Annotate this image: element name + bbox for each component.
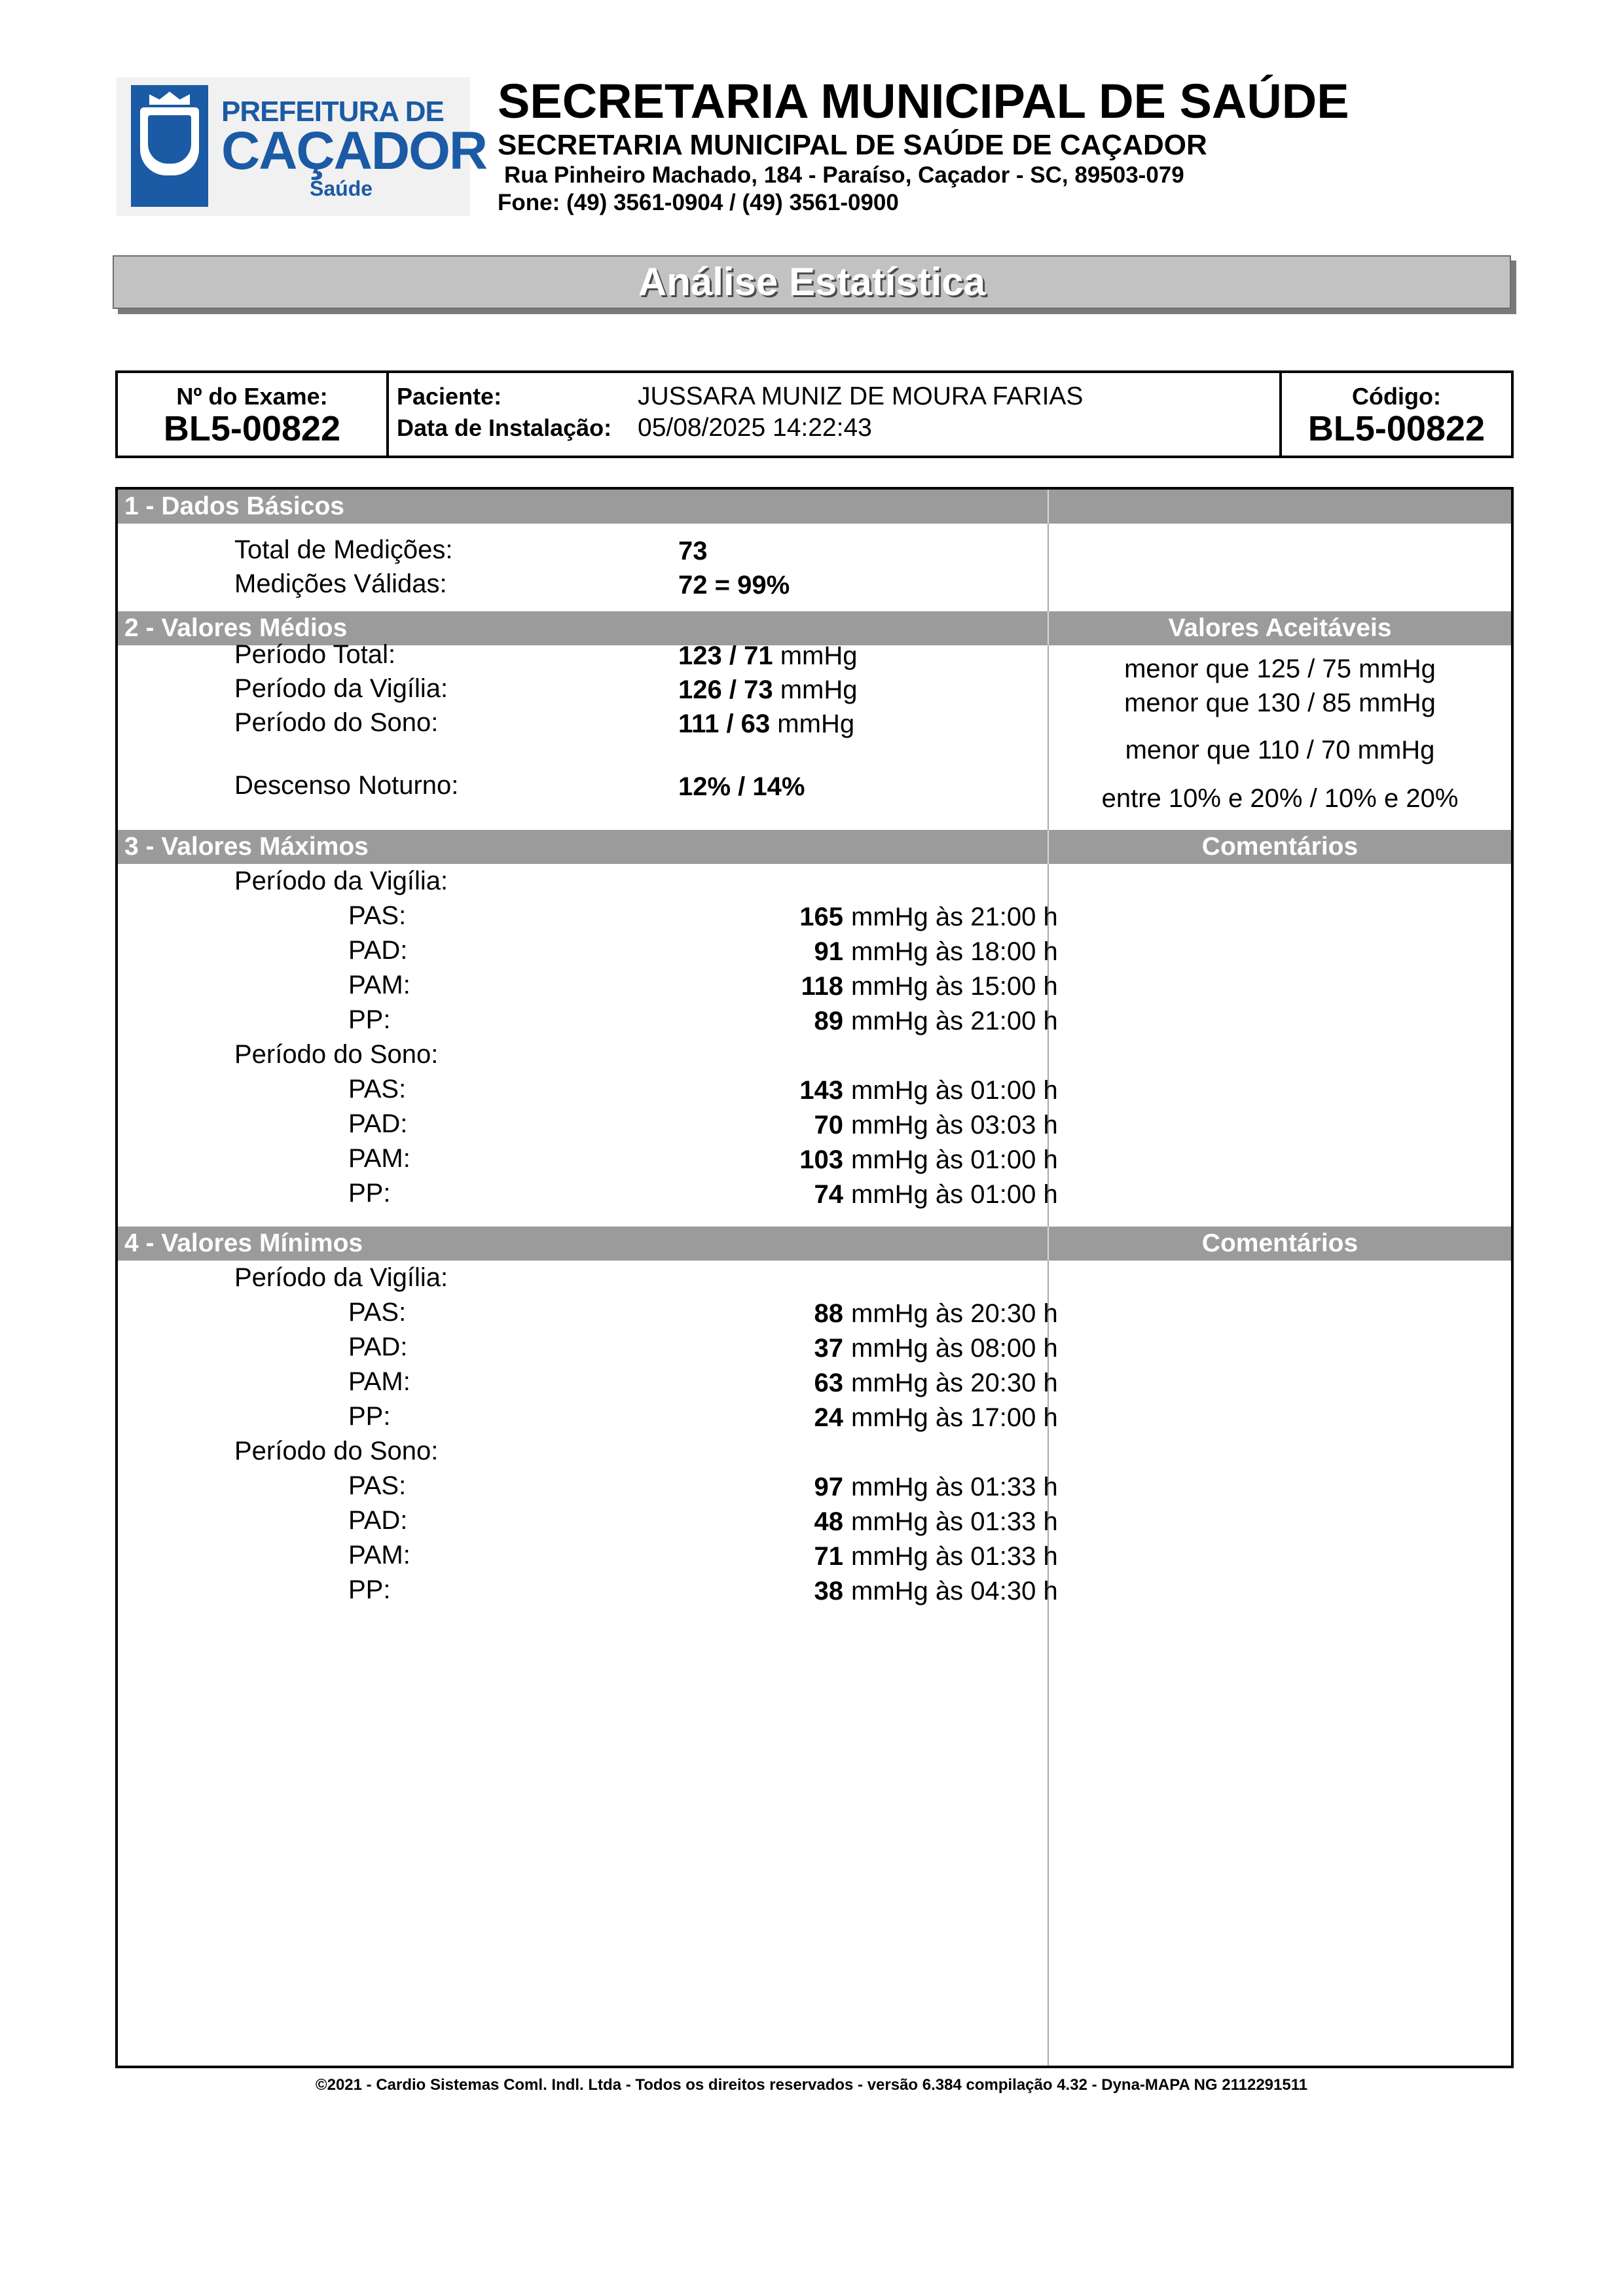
measure-label: PP: <box>348 1179 391 1208</box>
prefeitura-logo <box>117 77 487 216</box>
unit-label: mmHg <box>780 641 858 670</box>
measure-time: mmHg às 01:00 h <box>851 1076 1058 1105</box>
measure-time: mmHg às 20:30 h <box>851 1369 1058 1397</box>
banner-title: Análise Estatística <box>638 260 986 304</box>
measure-value: 70 <box>814 1111 843 1139</box>
install-date-value: 05/08/2025 14:22:43 <box>638 414 872 442</box>
measure-label: PAS: <box>348 901 407 930</box>
measure-value: 91 <box>814 937 843 966</box>
section-basic-data-header <box>118 490 1511 524</box>
systolic-value: 111 <box>678 709 720 738</box>
diastolic-value: 63 <box>740 709 771 738</box>
measure-label: PAS: <box>348 1298 407 1327</box>
measure-time: mmHg às 03:03 h <box>851 1111 1058 1139</box>
measure-time: mmHg às 01:00 h <box>851 1145 1058 1174</box>
footer-copyright: ©2021 - Cardio Sistemas Coml. Indl. Ltda - Todos os direitos reservados - versão 6.384 compilação 4.32 - Dyna-MAPA NG 2112291511 <box>315 2076 1308 2094</box>
header-phone: Fone: (49) 3561-0904 / (49) 3561-0900 <box>498 190 899 215</box>
section-min-values-header <box>118 1227 1511 1261</box>
measure-time: mmHg às 21:00 h <box>851 903 1058 931</box>
header-subtitle: SECRETARIA MUNICIPAL DE SAÚDE DE CAÇADOR <box>498 129 1207 161</box>
acceptable-values-title: Valores Aceitáveis <box>1168 614 1392 642</box>
measure-value: 37 <box>814 1334 843 1363</box>
measure-value: 24 <box>814 1403 843 1432</box>
average-row-label: Período Total: <box>234 640 396 669</box>
measure-time: mmHg às 08:00 h <box>851 1334 1058 1363</box>
measure-value: 97 <box>814 1473 843 1501</box>
measure-value: 88 <box>814 1299 843 1328</box>
measure-label: PP: <box>348 1402 391 1431</box>
measure-value: 63 <box>814 1369 843 1397</box>
measure-value: 118 <box>801 972 843 1001</box>
statistics-table <box>115 487 1514 2068</box>
measure-label: PAS: <box>348 1075 407 1103</box>
measure-time: mmHg às 21:00 h <box>851 1007 1058 1035</box>
average-row-label: Período do Sono: <box>234 708 439 737</box>
measure-time: mmHg às 18:00 h <box>851 937 1058 966</box>
measure-label: PAD: <box>348 1109 408 1138</box>
measure-value: 74 <box>814 1180 843 1209</box>
measure-value: 143 <box>799 1076 843 1105</box>
diastolic-value: 71 <box>744 641 773 670</box>
code-label: Código: <box>1352 383 1441 410</box>
comments-title: Comentários <box>1201 833 1359 861</box>
logo-line2: CAÇADOR <box>221 121 487 181</box>
nocturnal-dip-value: 12% / 14% <box>678 772 805 801</box>
code-value: BL5-00822 <box>1307 409 1486 448</box>
measure-time: mmHg às 01:00 h <box>851 1180 1058 1209</box>
acceptable-value: menor que 125 / 75 mmHg <box>1124 655 1436 683</box>
section-title: 3 - Valores Máximos <box>124 833 369 861</box>
measure-label: PP: <box>348 1575 391 1604</box>
measure-value: 165 <box>799 903 843 931</box>
valid-measurements-label: Medições Válidas: <box>234 569 447 598</box>
measure-value: 89 <box>814 1007 843 1035</box>
section-title: 2 - Valores Médios <box>124 614 348 642</box>
header-address: Rua Pinheiro Machado, 184 - Paraíso, Caçador - SC, 89503-079 <box>504 162 1184 188</box>
section-title: 1 - Dados Básicos <box>124 492 344 520</box>
systolic-value: 123 <box>678 641 722 670</box>
exam-info-box <box>115 370 1514 458</box>
measure-label: PAM: <box>348 971 410 999</box>
period-label: Período do Sono: <box>234 1437 439 1465</box>
nocturnal-dip-acceptable: entre 10% e 20% / 10% e 20% <box>1101 784 1459 813</box>
exam-number-value: BL5-00822 <box>163 409 341 448</box>
measure-time: mmHg às 01:33 h <box>851 1473 1058 1501</box>
period-label: Período da Vigília: <box>234 1263 448 1292</box>
coat-of-arms-icon <box>131 85 208 207</box>
measure-label: PAM: <box>348 1144 410 1173</box>
acceptable-value: menor que 130 / 85 mmHg <box>1124 689 1436 717</box>
measure-time: mmHg às 01:33 h <box>851 1542 1058 1571</box>
measure-label: PAD: <box>348 1506 408 1535</box>
measure-label: PAD: <box>348 1333 408 1361</box>
average-row-label: Período da Vigília: <box>234 674 448 703</box>
section-max-values-header <box>118 830 1511 864</box>
exam-number-label: Nº do Exame: <box>176 383 328 410</box>
measure-label: PAM: <box>348 1541 410 1570</box>
valid-measurements-value: 72 = 99% <box>678 571 790 600</box>
period-label: Período da Vigília: <box>234 867 448 895</box>
measure-label: PP: <box>348 1005 391 1034</box>
total-measurements-value: 73 <box>678 537 708 565</box>
nocturnal-dip-label: Descenso Noturno: <box>234 771 459 800</box>
measure-value: 71 <box>814 1542 843 1571</box>
header-title: SECRETARIA MUNICIPAL DE SAÚDE <box>498 74 1349 128</box>
average-row-value: 111 / 63 mmHg <box>678 709 855 738</box>
acceptable-value: menor que 110 / 70 mmHg <box>1125 736 1435 764</box>
measure-time: mmHg às 20:30 h <box>851 1299 1058 1328</box>
patient-value: JUSSARA MUNIZ DE MOURA FARIAS <box>638 382 1084 410</box>
section-title: 4 - Valores Mínimos <box>124 1229 363 1257</box>
measure-label: PAS: <box>348 1471 407 1500</box>
logo-line1: PREFEITURA DE <box>221 96 444 128</box>
patient-label: Paciente: <box>397 383 502 410</box>
average-row-value: 126 / 73 mmHg <box>678 675 858 704</box>
measure-time: mmHg às 04:30 h <box>851 1577 1058 1605</box>
unit-label: mmHg <box>777 709 855 738</box>
total-measurements-label: Total de Medições: <box>234 535 453 564</box>
measure-label: PAD: <box>348 936 408 965</box>
measure-value: 103 <box>799 1145 843 1174</box>
unit-label: mmHg <box>780 675 858 704</box>
comments-title: Comentários <box>1201 1229 1359 1257</box>
report-banner <box>113 255 1511 309</box>
measure-time: mmHg às 15:00 h <box>851 972 1058 1001</box>
average-row-value: 123 / 71 mmHg <box>678 641 858 670</box>
measure-time: mmHg às 01:33 h <box>851 1507 1058 1536</box>
measure-value: 48 <box>814 1507 843 1536</box>
logo-line3: Saúde <box>310 177 373 200</box>
measure-label: PAM: <box>348 1367 410 1396</box>
diastolic-value: 73 <box>744 675 773 704</box>
measure-value: 38 <box>814 1577 843 1605</box>
period-label: Período do Sono: <box>234 1040 439 1069</box>
systolic-value: 126 <box>678 675 722 704</box>
measure-time: mmHg às 17:00 h <box>851 1403 1058 1432</box>
install-date-label: Data de Instalação: <box>397 414 612 441</box>
